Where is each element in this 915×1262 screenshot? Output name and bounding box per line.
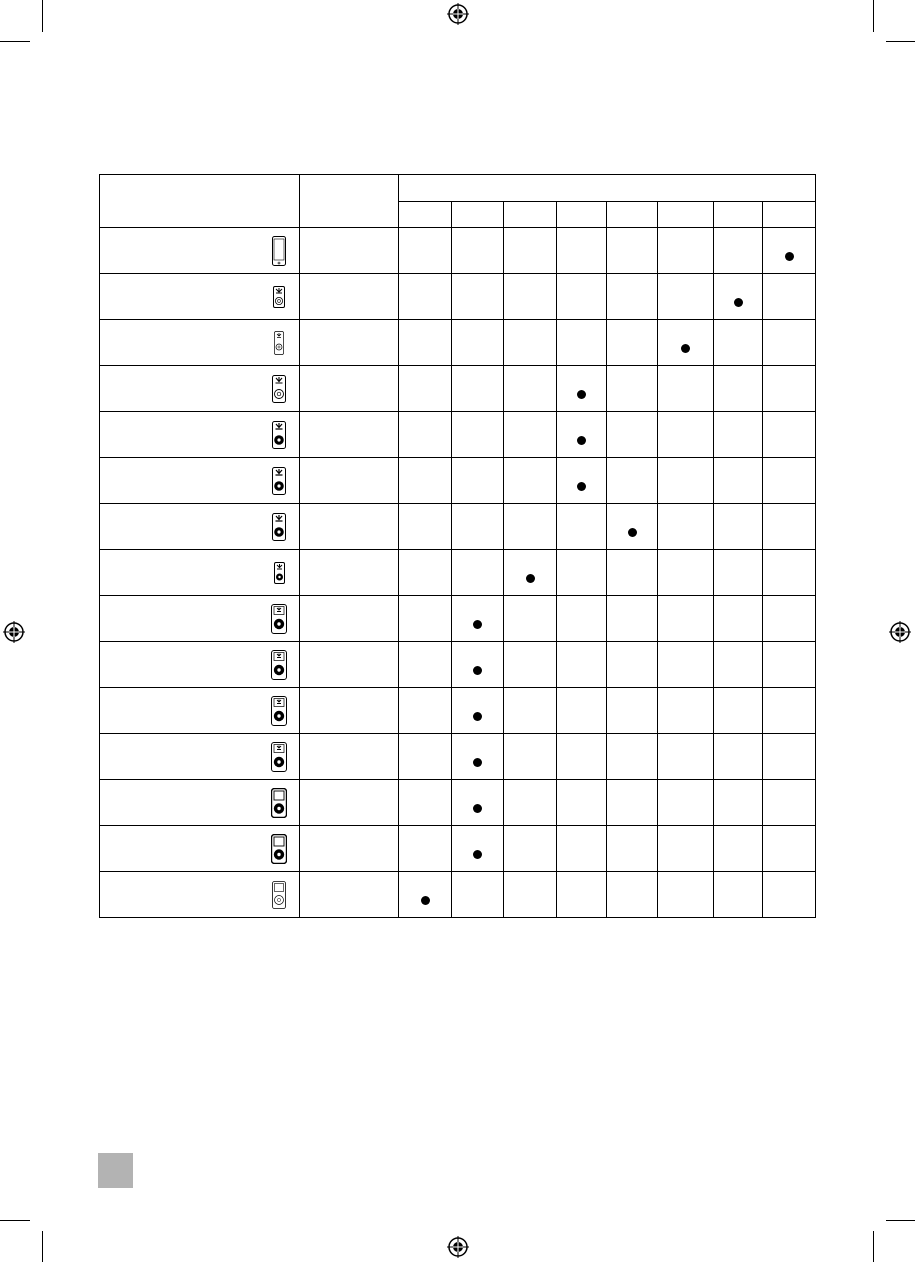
model-cell — [300, 826, 399, 872]
model-cell — [300, 320, 399, 366]
dock-cell — [452, 596, 504, 642]
dock-column-header-cell — [763, 202, 816, 228]
dock-cell — [557, 688, 607, 734]
model-cell — [300, 642, 399, 688]
dock-cell — [658, 320, 714, 366]
dock-cell — [504, 872, 557, 918]
ipod-nano-3g-icon — [269, 274, 289, 319]
dock-cell — [658, 458, 714, 504]
dock-cell — [399, 826, 452, 872]
dock-cell — [557, 872, 607, 918]
dock-column-header-cell — [452, 202, 504, 228]
dock-cell — [452, 228, 504, 274]
dock-cell — [763, 504, 816, 550]
compatibility-dot-icon — [473, 666, 482, 675]
compatibility-dot-icon — [473, 758, 482, 767]
dock-cell — [452, 872, 504, 918]
device-cell — [100, 642, 300, 688]
device-cell — [100, 734, 300, 780]
ipod-video-icon — [269, 504, 289, 549]
compatibility-dot-icon — [785, 252, 794, 261]
ipod-color-icon — [269, 734, 289, 779]
table-row — [100, 734, 816, 780]
dock-cell — [607, 734, 658, 780]
dock-cell — [504, 504, 557, 550]
dock-cell — [557, 550, 607, 596]
dock-cell — [399, 320, 452, 366]
table-row — [100, 274, 816, 320]
crop-mark — [42, 0, 43, 32]
dock-cell — [607, 458, 658, 504]
dock-cell — [399, 780, 452, 826]
dock-cell — [557, 366, 607, 412]
compatibility-dot-icon — [577, 482, 586, 491]
dock-cell — [399, 274, 452, 320]
dock-cell — [658, 274, 714, 320]
dock-cell — [607, 550, 658, 596]
device-cell — [100, 320, 300, 366]
dock-cell — [658, 780, 714, 826]
dock-cell — [557, 228, 607, 274]
dock-cell — [504, 320, 557, 366]
ipod-color-icon — [269, 642, 289, 687]
dock-cell — [452, 504, 504, 550]
device-cell — [100, 596, 300, 642]
header-device-cell — [100, 175, 300, 228]
dock-column-header-cell — [399, 202, 452, 228]
dock-cell — [763, 826, 816, 872]
dock-cell — [763, 274, 816, 320]
dock-cell — [504, 228, 557, 274]
table-header-row — [100, 175, 816, 202]
dock-cell — [607, 274, 658, 320]
table-row — [100, 320, 816, 366]
dock-cell — [714, 826, 763, 872]
dock-cell — [658, 872, 714, 918]
dock-cell — [504, 596, 557, 642]
device-cell — [100, 412, 300, 458]
dock-cell — [658, 734, 714, 780]
dock-cell — [557, 412, 607, 458]
model-cell — [300, 688, 399, 734]
dock-cell — [763, 458, 816, 504]
header-model-cell — [300, 175, 399, 228]
dock-cell — [504, 366, 557, 412]
dock-cell — [504, 274, 557, 320]
dock-cell — [504, 458, 557, 504]
table-row — [100, 872, 816, 918]
compatibility-dot-icon — [681, 344, 690, 353]
dock-cell — [607, 320, 658, 366]
dock-cell — [399, 734, 452, 780]
dock-cell — [399, 550, 452, 596]
table-row — [100, 412, 816, 458]
dock-cell — [399, 688, 452, 734]
dock-cell — [399, 596, 452, 642]
dock-cell — [607, 228, 658, 274]
table-row — [100, 826, 816, 872]
ipod-video-icon — [269, 458, 289, 503]
registration-mark-icon — [447, 1236, 469, 1258]
table-row — [100, 688, 816, 734]
dock-cell — [607, 596, 658, 642]
ipod-mini-icon — [269, 826, 289, 871]
compatibility-dot-icon — [734, 298, 743, 307]
model-cell — [300, 550, 399, 596]
table-row — [100, 458, 816, 504]
dock-cell — [452, 780, 504, 826]
compatibility-table — [99, 174, 816, 918]
model-cell — [300, 228, 399, 274]
crop-mark — [0, 1220, 30, 1221]
dock-cell — [452, 320, 504, 366]
dock-cell — [763, 688, 816, 734]
dock-cell — [763, 642, 816, 688]
dock-cell — [557, 642, 607, 688]
dock-cell — [658, 366, 714, 412]
dock-cell — [452, 688, 504, 734]
dock-cell — [557, 504, 607, 550]
dock-cell — [763, 228, 816, 274]
dock-cell — [557, 274, 607, 320]
dock-cell — [557, 320, 607, 366]
dock-cell — [607, 826, 658, 872]
compatibility-dot-icon — [473, 804, 482, 813]
dock-cell — [452, 826, 504, 872]
device-cell — [100, 366, 300, 412]
dock-cell — [607, 688, 658, 734]
device-cell — [100, 826, 300, 872]
table-row — [100, 642, 816, 688]
dock-cell — [658, 412, 714, 458]
dock-cell — [658, 550, 714, 596]
dock-cell — [763, 412, 816, 458]
model-cell — [300, 274, 399, 320]
dock-cell — [399, 642, 452, 688]
crop-mark — [873, 0, 874, 32]
model-cell — [300, 366, 399, 412]
dock-cell — [763, 320, 816, 366]
model-cell — [300, 780, 399, 826]
dock-cell — [557, 780, 607, 826]
device-cell — [100, 228, 300, 274]
dock-cell — [714, 596, 763, 642]
dock-cell — [557, 734, 607, 780]
registration-mark-icon — [3, 621, 25, 643]
device-cell — [100, 780, 300, 826]
model-cell — [300, 504, 399, 550]
dock-cell — [714, 642, 763, 688]
dock-cell — [452, 458, 504, 504]
dock-cell — [714, 366, 763, 412]
dock-cell — [714, 504, 763, 550]
compatibility-dot-icon — [473, 850, 482, 859]
dock-cell — [607, 504, 658, 550]
dock-column-header-cell — [658, 202, 714, 228]
dock-cell — [714, 780, 763, 826]
device-cell — [100, 872, 300, 918]
registration-mark-icon — [889, 621, 911, 643]
ipod-video-icon — [269, 412, 289, 457]
table-row — [100, 504, 816, 550]
dock-cell — [763, 550, 816, 596]
dock-cell — [452, 550, 504, 596]
dock-cell — [452, 642, 504, 688]
dock-column-header-cell — [607, 202, 658, 228]
dock-cell — [607, 642, 658, 688]
crop-mark — [0, 41, 30, 42]
dock-cell — [399, 458, 452, 504]
ipod-nano-2g-icon — [269, 320, 289, 365]
model-cell — [300, 734, 399, 780]
dock-cell — [658, 642, 714, 688]
dock-cell — [714, 274, 763, 320]
dock-cell — [607, 412, 658, 458]
compatibility-dot-icon — [628, 528, 637, 537]
dock-cell — [504, 642, 557, 688]
dock-cell — [504, 734, 557, 780]
dock-cell — [714, 872, 763, 918]
ipod-color-icon — [269, 596, 289, 641]
dock-cell — [763, 734, 816, 780]
dock-cell — [714, 734, 763, 780]
dock-cell — [763, 780, 816, 826]
model-cell — [300, 412, 399, 458]
device-cell — [100, 504, 300, 550]
dock-cell — [658, 826, 714, 872]
table-row — [100, 780, 816, 826]
dock-cell — [658, 228, 714, 274]
compatibility-dot-icon — [577, 390, 586, 399]
dock-cell — [658, 504, 714, 550]
dock-cell — [714, 320, 763, 366]
dock-cell — [658, 596, 714, 642]
device-cell — [100, 550, 300, 596]
ipod-color-icon — [269, 688, 289, 733]
dock-cell — [452, 274, 504, 320]
dock-cell — [557, 826, 607, 872]
dock-cell — [714, 412, 763, 458]
compatibility-dot-icon — [421, 896, 430, 905]
device-cell — [100, 458, 300, 504]
dock-cell — [714, 228, 763, 274]
model-cell — [300, 872, 399, 918]
table-row — [100, 550, 816, 596]
dock-cell — [607, 872, 658, 918]
dock-cell — [399, 228, 452, 274]
dock-cell — [504, 688, 557, 734]
crop-mark — [42, 1231, 43, 1262]
dock-cell — [399, 412, 452, 458]
device-cell — [100, 688, 300, 734]
ipod-nano-icon — [269, 550, 289, 595]
dock-cell — [714, 458, 763, 504]
dock-cell — [763, 872, 816, 918]
dock-cell — [399, 504, 452, 550]
dock-cell — [452, 734, 504, 780]
compatibility-dot-icon — [577, 436, 586, 445]
compatibility-dot-icon — [473, 712, 482, 721]
page-number-tab — [98, 1153, 133, 1188]
ipod-mini-icon — [269, 780, 289, 825]
table-row — [100, 228, 816, 274]
dock-cell — [714, 550, 763, 596]
dock-cell — [452, 366, 504, 412]
dock-cell — [557, 596, 607, 642]
dock-cell — [763, 366, 816, 412]
registration-mark-icon — [447, 3, 469, 25]
header-dock-group-cell — [399, 175, 816, 202]
ipod-touchwheel-icon — [269, 872, 289, 917]
ipod-classic-icon — [269, 366, 289, 411]
crop-mark — [886, 1220, 915, 1221]
dock-cell — [399, 872, 452, 918]
crop-mark — [873, 1231, 874, 1262]
compatibility-dot-icon — [473, 620, 482, 629]
device-cell — [100, 274, 300, 320]
ipod-touch-icon — [269, 228, 289, 273]
dock-column-header-cell — [714, 202, 763, 228]
dock-cell — [714, 688, 763, 734]
dock-cell — [607, 780, 658, 826]
table-row — [100, 596, 816, 642]
dock-cell — [452, 412, 504, 458]
dock-cell — [607, 366, 658, 412]
dock-cell — [763, 596, 816, 642]
model-cell — [300, 458, 399, 504]
dock-cell — [504, 550, 557, 596]
model-cell — [300, 596, 399, 642]
dock-cell — [557, 458, 607, 504]
dock-column-header-cell — [557, 202, 607, 228]
crop-mark — [886, 41, 915, 42]
dock-cell — [504, 826, 557, 872]
table-row — [100, 366, 816, 412]
dock-cell — [658, 688, 714, 734]
dock-column-header-cell — [504, 202, 557, 228]
dock-cell — [399, 366, 452, 412]
compatibility-dot-icon — [526, 574, 535, 583]
dock-cell — [504, 412, 557, 458]
dock-cell — [504, 780, 557, 826]
